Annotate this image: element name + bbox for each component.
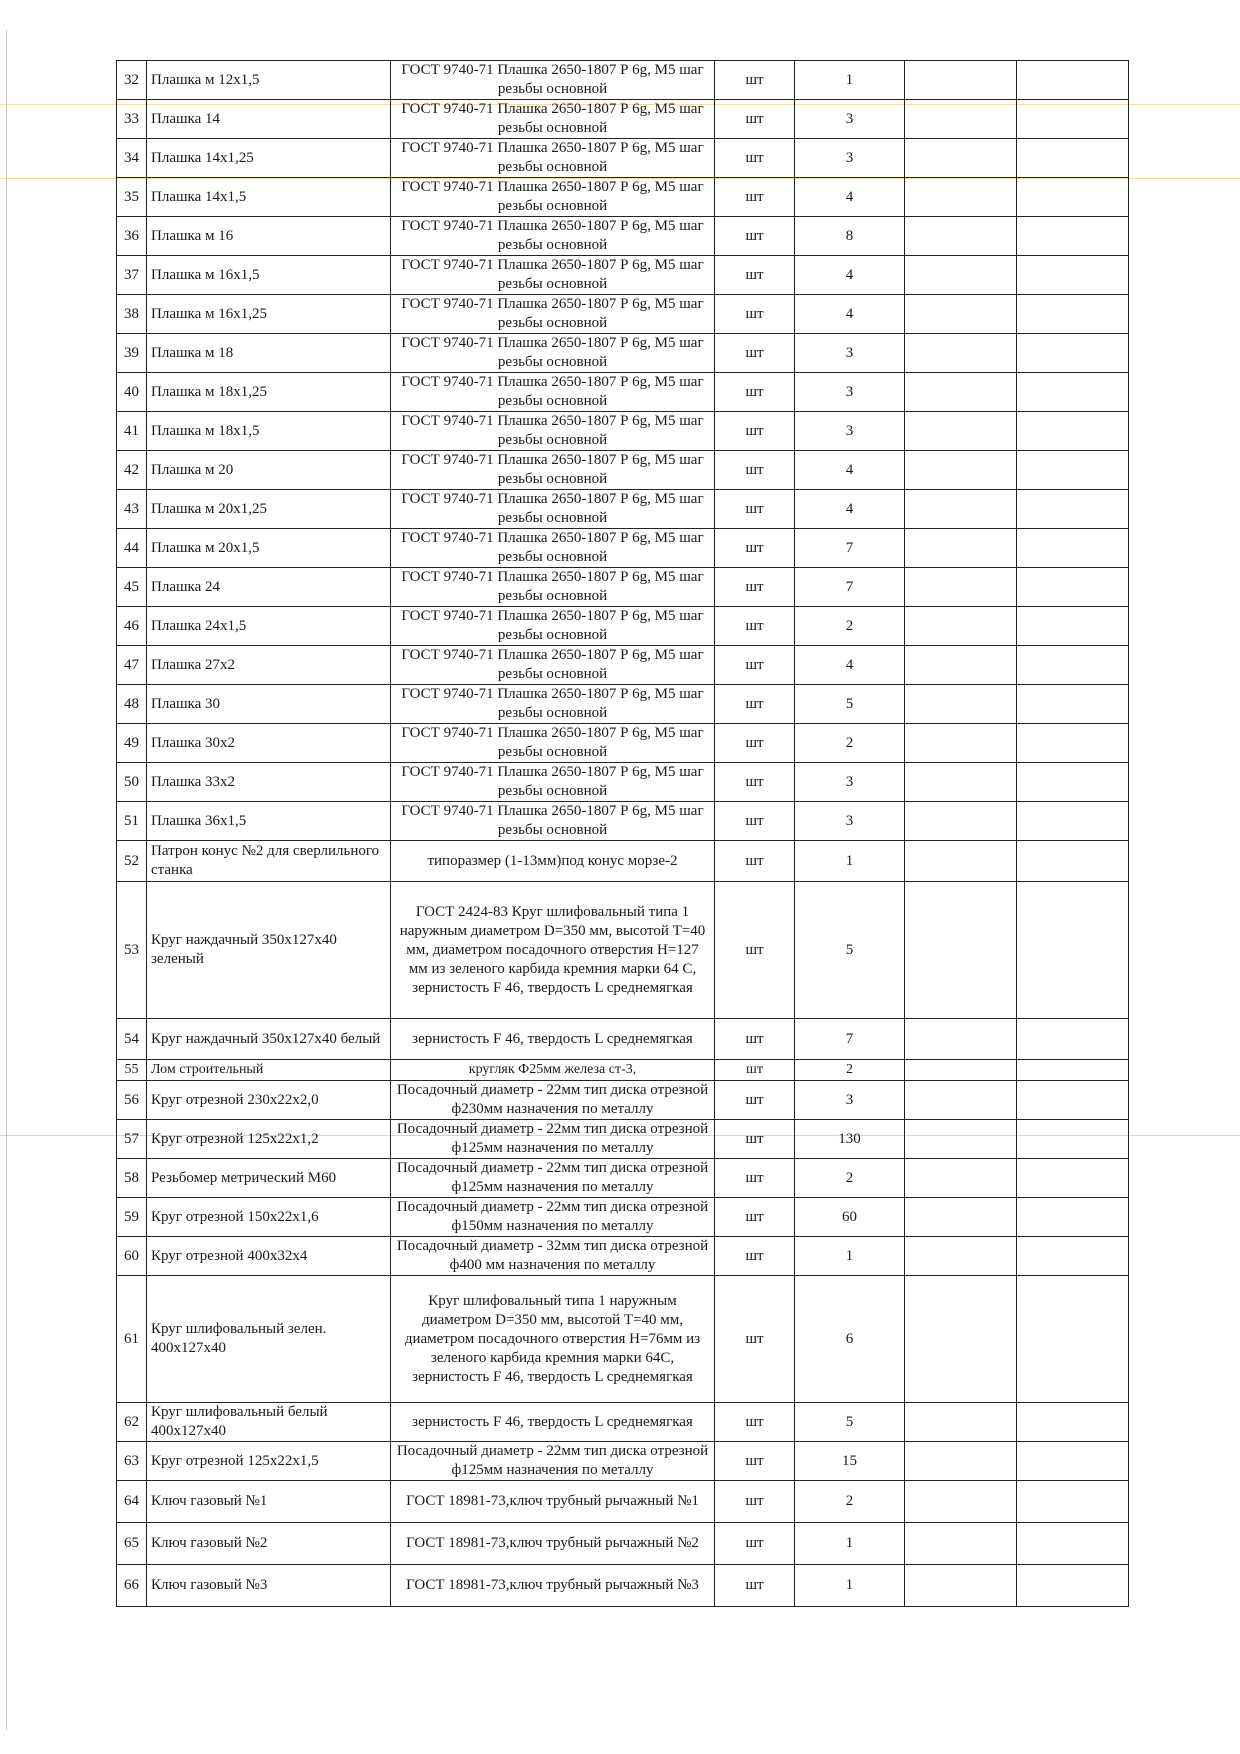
table-row [117, 802, 1129, 841]
empty-cell [905, 529, 1017, 568]
item-quantity: 4 [795, 295, 905, 334]
empty-cell [905, 1481, 1017, 1523]
row-number: 36 [117, 217, 147, 256]
empty-cell [905, 724, 1017, 763]
table-row [117, 451, 1129, 490]
item-spec: Посадочный диаметр - 22мм тип диска отрезной ф150мм назначения по металлу [391, 1198, 715, 1237]
item-unit: шт [715, 1276, 795, 1403]
item-unit: шт [715, 1523, 795, 1565]
item-quantity: 3 [795, 334, 905, 373]
row-number: 35 [117, 178, 147, 217]
empty-cell [1017, 100, 1129, 139]
empty-cell [905, 568, 1017, 607]
empty-cell [1017, 607, 1129, 646]
empty-cell [905, 334, 1017, 373]
item-unit: шт [715, 1081, 795, 1120]
row-number: 52 [117, 841, 147, 882]
row-number: 64 [117, 1481, 147, 1523]
item-quantity: 3 [795, 412, 905, 451]
item-spec: ГОСТ 9740-71 Плашка 2650-1807 Р 6g, М5 шаг резьбы основной [391, 412, 715, 451]
item-name: Круг наждачный 350х127х40 белый [147, 1019, 391, 1060]
item-unit: шт [715, 685, 795, 724]
item-name: Плашка 33х2 [147, 763, 391, 802]
item-unit: шт [715, 61, 795, 100]
empty-cell [1017, 1019, 1129, 1060]
table-row [117, 1481, 1129, 1523]
item-spec: Посадочный диаметр - 22мм тип диска отрезной ф125мм назначения по металлу [391, 1442, 715, 1481]
item-name: Плашка м 18х1,25 [147, 373, 391, 412]
item-name: Плашка 14х1,5 [147, 178, 391, 217]
item-unit: шт [715, 178, 795, 217]
item-quantity: 5 [795, 882, 905, 1019]
empty-cell [905, 412, 1017, 451]
table-row [117, 412, 1129, 451]
item-name: Круг наждачный 350х127х40 зеленый [147, 882, 391, 1019]
empty-cell [905, 1081, 1017, 1120]
empty-cell [905, 295, 1017, 334]
item-unit: шт [715, 841, 795, 882]
item-name: Плашка м 16х1,25 [147, 295, 391, 334]
table-row [117, 882, 1129, 1019]
item-quantity: 5 [795, 1403, 905, 1442]
row-number: 34 [117, 139, 147, 178]
table-row [117, 1442, 1129, 1481]
item-name: Плашка 30 [147, 685, 391, 724]
item-unit: шт [715, 373, 795, 412]
item-spec: зернистость F 46, твердость L среднемягкая [391, 1019, 715, 1060]
item-spec: ГОСТ 9740-71 Плашка 2650-1807 Р 6g, М5 шаг резьбы основной [391, 256, 715, 295]
empty-cell [1017, 1565, 1129, 1607]
item-spec: ГОСТ 9740-71 Плашка 2650-1807 Р 6g, М5 шаг резьбы основной [391, 724, 715, 763]
empty-cell [1017, 529, 1129, 568]
item-unit: шт [715, 882, 795, 1019]
empty-cell [1017, 451, 1129, 490]
table-row [117, 763, 1129, 802]
table-row [117, 1237, 1129, 1276]
empty-cell [1017, 412, 1129, 451]
row-number: 60 [117, 1237, 147, 1276]
table-row [117, 646, 1129, 685]
table-row [117, 685, 1129, 724]
item-spec: ГОСТ 9740-71 Плашка 2650-1807 Р 6g, М5 шаг резьбы основной [391, 100, 715, 139]
empty-cell [905, 1159, 1017, 1198]
item-spec: ГОСТ 18981-73,ключ трубный рычажный №1 [391, 1481, 715, 1523]
empty-cell [905, 61, 1017, 100]
table-row [117, 1159, 1129, 1198]
empty-cell [1017, 1523, 1129, 1565]
item-spec: ГОСТ 9740-71 Плашка 2650-1807 Р 6g, М5 шаг резьбы основной [391, 334, 715, 373]
item-quantity: 3 [795, 100, 905, 139]
empty-cell [905, 373, 1017, 412]
table-row [117, 217, 1129, 256]
items-table [116, 60, 1129, 1607]
item-unit: шт [715, 295, 795, 334]
empty-cell [905, 1276, 1017, 1403]
item-unit: шт [715, 568, 795, 607]
item-name: Круг шлифовальный зелен. 400х127х40 [147, 1276, 391, 1403]
empty-cell [905, 217, 1017, 256]
empty-cell [1017, 646, 1129, 685]
item-quantity: 6 [795, 1276, 905, 1403]
item-quantity: 2 [795, 1159, 905, 1198]
item-unit: шт [715, 1159, 795, 1198]
item-name: Плашка м 16х1,5 [147, 256, 391, 295]
item-spec: Посадочный диаметр - 22мм тип диска отрезной ф230мм назначения по металлу [391, 1081, 715, 1120]
row-number: 40 [117, 373, 147, 412]
empty-cell [905, 1019, 1017, 1060]
item-unit: шт [715, 763, 795, 802]
table-row [117, 1019, 1129, 1060]
row-number: 54 [117, 1019, 147, 1060]
empty-cell [1017, 802, 1129, 841]
empty-cell [905, 763, 1017, 802]
item-name: Круг шлифовальный белый 400х127х40 [147, 1403, 391, 1442]
item-name: Плашка 36х1,5 [147, 802, 391, 841]
table-row [117, 1276, 1129, 1403]
item-spec: ГОСТ 9740-71 Плашка 2650-1807 Р 6g, М5 шаг резьбы основной [391, 373, 715, 412]
empty-cell [905, 1120, 1017, 1159]
item-quantity: 8 [795, 217, 905, 256]
table-row [117, 1081, 1129, 1120]
table-row [117, 1198, 1129, 1237]
item-spec: ГОСТ 9740-71 Плашка 2650-1807 Р 6g, М5 шаг резьбы основной [391, 529, 715, 568]
item-spec: Круг шлифовальный типа 1 наружным диаметром D=350 мм, высотой Т=40 мм, диаметром посадочного отверстия Н=76мм из зеленого карбида кремния марки 64С, зернистость F 46, твердость L среднемягкая [391, 1276, 715, 1403]
item-quantity: 4 [795, 256, 905, 295]
empty-cell [905, 607, 1017, 646]
item-name: Круг отрезной 230х22х2,0 [147, 1081, 391, 1120]
item-spec: ГОСТ 9740-71 Плашка 2650-1807 Р 6g, М5 шаг резьбы основной [391, 451, 715, 490]
item-quantity: 3 [795, 1081, 905, 1120]
empty-cell [905, 139, 1017, 178]
table-row [117, 607, 1129, 646]
empty-cell [905, 802, 1017, 841]
empty-cell [1017, 1120, 1129, 1159]
empty-cell [1017, 373, 1129, 412]
empty-cell [905, 451, 1017, 490]
table-row [117, 841, 1129, 882]
row-number: 32 [117, 61, 147, 100]
row-number: 59 [117, 1198, 147, 1237]
item-quantity: 60 [795, 1198, 905, 1237]
row-number: 61 [117, 1276, 147, 1403]
empty-cell [905, 256, 1017, 295]
item-name: Плашка 24 [147, 568, 391, 607]
item-quantity: 15 [795, 1442, 905, 1481]
table-row [117, 139, 1129, 178]
item-spec: Посадочный диаметр - 32мм тип диска отрезной ф400 мм назначения по металлу [391, 1237, 715, 1276]
item-unit: шт [715, 217, 795, 256]
table-row [117, 490, 1129, 529]
table-row [117, 1403, 1129, 1442]
item-spec: ГОСТ 9740-71 Плашка 2650-1807 Р 6g, М5 шаг резьбы основной [391, 763, 715, 802]
empty-cell [905, 1565, 1017, 1607]
table-row [117, 100, 1129, 139]
item-spec: ГОСТ 18981-73,ключ трубный рычажный №3 [391, 1565, 715, 1607]
item-name: Плашка 27х2 [147, 646, 391, 685]
item-unit: шт [715, 646, 795, 685]
item-name: Ключ газовый №3 [147, 1565, 391, 1607]
row-number: 42 [117, 451, 147, 490]
table-row [117, 529, 1129, 568]
table-row [117, 568, 1129, 607]
item-unit: шт [715, 1198, 795, 1237]
empty-cell [905, 646, 1017, 685]
item-unit: шт [715, 724, 795, 763]
row-number: 50 [117, 763, 147, 802]
item-spec: ГОСТ 9740-71 Плашка 2650-1807 Р 6g, М5 шаг резьбы основной [391, 490, 715, 529]
item-unit: шт [715, 1403, 795, 1442]
item-spec: ГОСТ 9740-71 Плашка 2650-1807 Р 6g, М5 шаг резьбы основной [391, 646, 715, 685]
row-number: 43 [117, 490, 147, 529]
row-number: 56 [117, 1081, 147, 1120]
table-row [117, 724, 1129, 763]
table-row [117, 334, 1129, 373]
empty-cell [1017, 1403, 1129, 1442]
table-row [117, 256, 1129, 295]
empty-cell [905, 100, 1017, 139]
empty-cell [905, 841, 1017, 882]
empty-cell [1017, 334, 1129, 373]
item-quantity: 1 [795, 1237, 905, 1276]
row-number: 51 [117, 802, 147, 841]
item-unit: шт [715, 802, 795, 841]
item-spec: ГОСТ 9740-71 Плашка 2650-1807 Р 6g, М5 шаг резьбы основной [391, 685, 715, 724]
row-number: 63 [117, 1442, 147, 1481]
item-unit: шт [715, 1237, 795, 1276]
row-number: 37 [117, 256, 147, 295]
item-name: Плашка м 20 [147, 451, 391, 490]
row-number: 53 [117, 882, 147, 1019]
row-number: 58 [117, 1159, 147, 1198]
item-quantity: 4 [795, 451, 905, 490]
empty-cell [1017, 1159, 1129, 1198]
row-number: 39 [117, 334, 147, 373]
item-unit: шт [715, 100, 795, 139]
table-row [117, 1565, 1129, 1607]
empty-cell [905, 1523, 1017, 1565]
item-unit: шт [715, 529, 795, 568]
row-number: 45 [117, 568, 147, 607]
empty-cell [905, 1403, 1017, 1442]
empty-cell [1017, 1081, 1129, 1120]
empty-cell [1017, 1060, 1129, 1081]
empty-cell [1017, 1276, 1129, 1403]
item-spec: зернистость F 46, твердость L среднемягкая [391, 1403, 715, 1442]
item-unit: шт [715, 1442, 795, 1481]
item-quantity: 2 [795, 1060, 905, 1081]
item-name: Круг отрезной 150х22х1,6 [147, 1198, 391, 1237]
row-number: 49 [117, 724, 147, 763]
item-quantity: 2 [795, 724, 905, 763]
empty-cell [1017, 841, 1129, 882]
item-quantity: 4 [795, 646, 905, 685]
row-number: 55 [117, 1060, 147, 1081]
item-unit: шт [715, 490, 795, 529]
row-number: 48 [117, 685, 147, 724]
item-name: Круг отрезной 125х22х1,2 [147, 1120, 391, 1159]
item-name: Ключ газовый №2 [147, 1523, 391, 1565]
empty-cell [1017, 139, 1129, 178]
item-name: Плашка 24х1,5 [147, 607, 391, 646]
item-name: Плашка м 12х1,5 [147, 61, 391, 100]
item-quantity: 130 [795, 1120, 905, 1159]
item-unit: шт [715, 1481, 795, 1523]
row-number: 44 [117, 529, 147, 568]
item-spec: Посадочный диаметр - 22мм тип диска отрезной ф125мм назначения по металлу [391, 1120, 715, 1159]
table-row [117, 373, 1129, 412]
empty-cell [905, 1060, 1017, 1081]
item-spec: ГОСТ 2424-83 Круг шлифовальный типа 1 наружным диаметром D=350 мм, высотой Т=40 мм, диаметром посадочного отверстия Н=127 мм из зеленого карбида кремния марки 64 С, зернистость F 46, твердость L среднемягкая [391, 882, 715, 1019]
item-name: Плашка м 16 [147, 217, 391, 256]
item-name: Плашка м 18х1,5 [147, 412, 391, 451]
item-name: Плашка м 20х1,5 [147, 529, 391, 568]
item-spec: Посадочный диаметр - 22мм тип диска отрезной ф125мм назначения по металлу [391, 1159, 715, 1198]
row-number: 57 [117, 1120, 147, 1159]
empty-cell [905, 1198, 1017, 1237]
row-number: 41 [117, 412, 147, 451]
item-spec: ГОСТ 9740-71 Плашка 2650-1807 Р 6g, М5 шаг резьбы основной [391, 568, 715, 607]
item-name: Плашка м 20х1,25 [147, 490, 391, 529]
empty-cell [905, 1442, 1017, 1481]
empty-cell [1017, 882, 1129, 1019]
item-spec: кругляк Ф25мм железа ст-3, [391, 1060, 715, 1081]
item-quantity: 3 [795, 373, 905, 412]
empty-cell [1017, 217, 1129, 256]
item-quantity: 7 [795, 529, 905, 568]
item-spec: ГОСТ 9740-71 Плашка 2650-1807 Р 6g, М5 шаг резьбы основной [391, 61, 715, 100]
empty-cell [1017, 568, 1129, 607]
item-name: Патрон конус №2 для сверлильного станка [147, 841, 391, 882]
item-unit: шт [715, 1060, 795, 1081]
item-spec: ГОСТ 9740-71 Плашка 2650-1807 Р 6g, М5 шаг резьбы основной [391, 295, 715, 334]
item-quantity: 3 [795, 802, 905, 841]
item-spec: ГОСТ 9740-71 Плашка 2650-1807 Р 6g, М5 шаг резьбы основной [391, 802, 715, 841]
table-row [117, 295, 1129, 334]
item-quantity: 7 [795, 1019, 905, 1060]
item-unit: шт [715, 139, 795, 178]
item-unit: шт [715, 1120, 795, 1159]
row-number: 33 [117, 100, 147, 139]
item-spec: ГОСТ 9740-71 Плашка 2650-1807 Р 6g, М5 шаг резьбы основной [391, 607, 715, 646]
empty-cell [1017, 1442, 1129, 1481]
item-unit: шт [715, 451, 795, 490]
item-quantity: 2 [795, 607, 905, 646]
empty-cell [1017, 1237, 1129, 1276]
item-quantity: 3 [795, 763, 905, 802]
empty-cell [905, 685, 1017, 724]
item-spec: типоразмер (1-13мм)под конус морзе-2 [391, 841, 715, 882]
item-unit: шт [715, 1019, 795, 1060]
item-quantity: 3 [795, 139, 905, 178]
item-spec: ГОСТ 18981-73,ключ трубный рычажный №2 [391, 1523, 715, 1565]
empty-cell [905, 490, 1017, 529]
row-number: 65 [117, 1523, 147, 1565]
row-number: 62 [117, 1403, 147, 1442]
item-unit: шт [715, 1565, 795, 1607]
empty-cell [1017, 61, 1129, 100]
table-row [117, 1523, 1129, 1565]
item-unit: шт [715, 607, 795, 646]
item-name: Круг отрезной 125х22х1,5 [147, 1442, 391, 1481]
item-quantity: 4 [795, 178, 905, 217]
empty-cell [1017, 256, 1129, 295]
table-row [117, 178, 1129, 217]
item-quantity: 1 [795, 841, 905, 882]
table-row [117, 1060, 1129, 1081]
item-spec: ГОСТ 9740-71 Плашка 2650-1807 Р 6g, М5 шаг резьбы основной [391, 178, 715, 217]
empty-cell [1017, 1481, 1129, 1523]
item-name: Плашка 14 [147, 100, 391, 139]
empty-cell [1017, 1198, 1129, 1237]
empty-cell [1017, 178, 1129, 217]
item-unit: шт [715, 412, 795, 451]
empty-cell [1017, 763, 1129, 802]
scan-edge [6, 30, 7, 1730]
item-quantity: 1 [795, 1565, 905, 1607]
empty-cell [905, 1237, 1017, 1276]
row-number: 47 [117, 646, 147, 685]
item-name: Резьбомер метрический М60 [147, 1159, 391, 1198]
item-name: Плашка 14х1,25 [147, 139, 391, 178]
item-name: Плашка 30х2 [147, 724, 391, 763]
item-quantity: 4 [795, 490, 905, 529]
empty-cell [1017, 490, 1129, 529]
item-quantity: 1 [795, 1523, 905, 1565]
empty-cell [905, 178, 1017, 217]
row-number: 46 [117, 607, 147, 646]
empty-cell [1017, 724, 1129, 763]
empty-cell [905, 882, 1017, 1019]
item-name: Плашка м 18 [147, 334, 391, 373]
empty-cell [1017, 685, 1129, 724]
item-quantity: 7 [795, 568, 905, 607]
item-unit: шт [715, 334, 795, 373]
empty-cell [1017, 295, 1129, 334]
item-name: Ключ газовый №1 [147, 1481, 391, 1523]
row-number: 38 [117, 295, 147, 334]
row-number: 66 [117, 1565, 147, 1607]
item-name: Лом строительный [147, 1060, 391, 1081]
item-quantity: 5 [795, 685, 905, 724]
item-unit: шт [715, 256, 795, 295]
item-name: Круг отрезной 400х32х4 [147, 1237, 391, 1276]
item-spec: ГОСТ 9740-71 Плашка 2650-1807 Р 6g, М5 шаг резьбы основной [391, 139, 715, 178]
table-row [117, 61, 1129, 100]
item-quantity: 2 [795, 1481, 905, 1523]
table-row [117, 1120, 1129, 1159]
item-quantity: 1 [795, 61, 905, 100]
item-spec: ГОСТ 9740-71 Плашка 2650-1807 Р 6g, М5 шаг резьбы основной [391, 217, 715, 256]
